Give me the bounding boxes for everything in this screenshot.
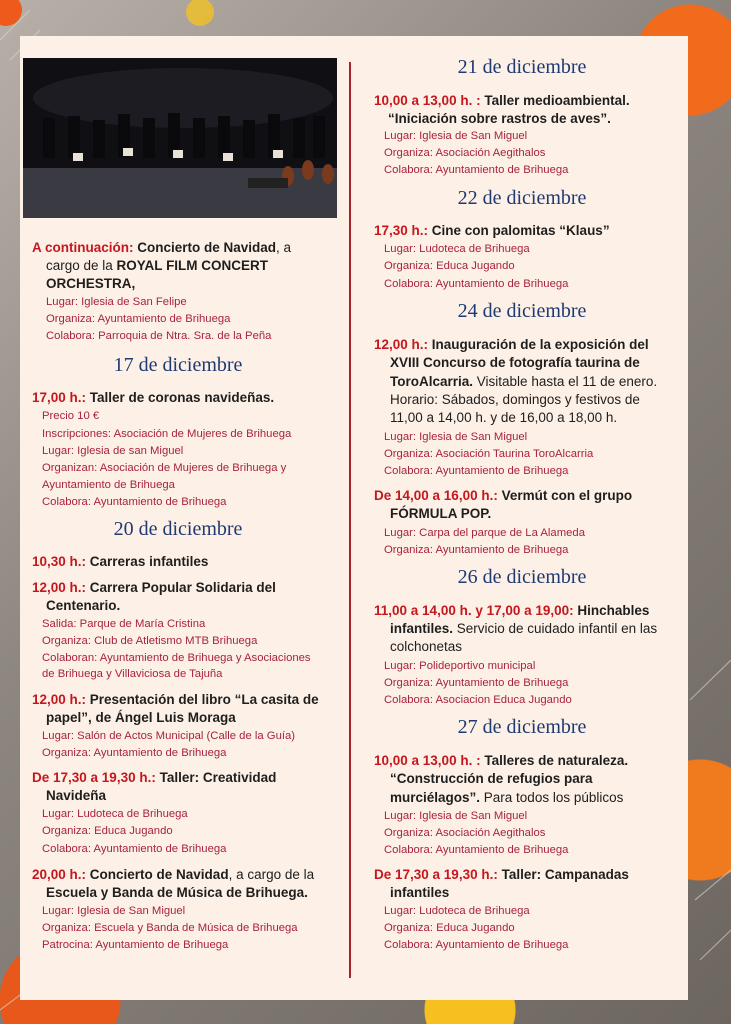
event-time: De 14,00 a 16,00 h.: xyxy=(374,488,498,503)
event-info: de Brihuega y Villaviciosa de Tajuña xyxy=(42,668,223,680)
date-heading-27: 27 de diciembre xyxy=(457,716,587,738)
event-title-part: infantiles. xyxy=(390,621,454,636)
event-line xyxy=(374,752,628,769)
event-text: Para todos los públicos xyxy=(480,790,624,805)
intro-time: A continuación: xyxy=(32,240,134,255)
intro-line-2 xyxy=(46,257,268,274)
intro-info: Lugar: Iglesia de San Felipe xyxy=(46,296,187,308)
event-line xyxy=(32,691,319,708)
event-line xyxy=(374,487,632,504)
event-info: Organiza: Asociación Aegithalos xyxy=(384,827,546,839)
event-time: 12,00 h.: xyxy=(374,337,429,352)
event-title: Presentación del libro “La casita de xyxy=(86,692,319,707)
date-heading-21: 21 de diciembre xyxy=(457,56,587,78)
event-title: Taller: Creatividad xyxy=(155,770,277,785)
event-text: Visitable hasta el 11 de enero. xyxy=(473,374,658,389)
event-text: , a cargo de la xyxy=(228,867,315,882)
event-title: Hinchables xyxy=(573,603,650,618)
event-text-cont xyxy=(390,409,617,426)
event-text: colchonetas xyxy=(390,639,463,654)
date-heading-24: 24 de diciembre xyxy=(457,300,587,322)
event-info: Lugar: Ludoteca de Brihuega xyxy=(384,243,530,255)
event-line xyxy=(374,336,649,353)
event-text-cont xyxy=(390,391,640,408)
event-info: Lugar: Iglesia de San Miguel xyxy=(42,905,186,917)
intro-info: Colabora: Parroquia de Ntra. Sra. de la Peña xyxy=(46,330,272,342)
event-info: Colabora: Ayuntamiento de Brihuega xyxy=(384,278,569,290)
event-line xyxy=(32,866,314,883)
event-info: Salida: Parque de María Cristina xyxy=(42,618,206,630)
event-info: Organiza: Ayuntamiento de Brihuega xyxy=(384,544,569,556)
event-info: Organiza: Club de Atletismo MTB Brihuega xyxy=(42,635,258,647)
event-line xyxy=(374,92,630,109)
date-heading-26: 26 de diciembre xyxy=(457,566,587,588)
event-line xyxy=(32,579,276,596)
event-info: Organiza: Ayuntamiento de Brihuega xyxy=(42,747,227,759)
event-title-cont: “Construcción de refugios para xyxy=(390,771,593,786)
event-title: Talleres de naturaleza. xyxy=(480,753,629,768)
event-info: Colabora: Ayuntamiento de Brihuega xyxy=(42,496,227,508)
intro-title: Concierto de Navidad xyxy=(133,240,277,255)
event-info: Organizan: Asociación de Mujeres de Brihuega y xyxy=(42,462,287,474)
date-heading-17: 17 de diciembre xyxy=(113,354,243,376)
event-time: 17,30 h.: xyxy=(374,223,429,238)
event-info: Precio 10 € xyxy=(42,410,100,422)
event-title-part: murciélagos”. xyxy=(390,790,481,805)
event-title: Vermút con el grupo xyxy=(497,488,633,503)
intro-info: Organiza: Ayuntamiento de Brihuega xyxy=(46,313,231,325)
event-info: Organiza: Ayuntamiento de Brihuega xyxy=(384,677,569,689)
event-info: Organiza: Asociación Aegithalos xyxy=(384,147,546,159)
event-info: Organiza: Educa Jugando xyxy=(42,825,173,837)
event-line xyxy=(374,602,649,619)
event-line xyxy=(32,553,208,570)
event-info: Lugar: Iglesia de San Miguel xyxy=(384,130,528,142)
event-info: Lugar: Polideportivo municipal xyxy=(384,660,536,672)
event-title-cont: Escuela y Banda de Música de Brihuega. xyxy=(46,885,308,900)
event-title-cont xyxy=(390,620,657,637)
event-title-cont xyxy=(390,789,623,806)
event-title-part: ToroAlcarria. xyxy=(390,374,474,389)
event-time: 11,00 a 14,00 h. y 17,00 a 19,00: xyxy=(374,603,574,618)
event-title-cont: Navideña xyxy=(46,788,107,803)
event-info: Colabora: Asociacion Educa Jugando xyxy=(384,694,572,706)
event-info: Inscripciones: Asociación de Mujeres de Brihuega xyxy=(42,428,292,440)
event-info: Lugar: Carpa del parque de La Alameda xyxy=(384,527,585,539)
event-time: 17,00 h.: xyxy=(32,390,87,405)
event-title: Inauguración de la exposición del xyxy=(428,337,649,352)
event-time: 10,00 a 13,00 h. : xyxy=(374,93,481,108)
event-title-cont: infantiles xyxy=(390,885,450,900)
intro-text-2: cargo de la xyxy=(46,258,117,273)
event-info: Lugar: Ludoteca de Brihuega xyxy=(384,905,530,917)
event-title: Carrera Popular Solidaria del xyxy=(86,580,276,595)
event-info: Lugar: Iglesia de san Miguel xyxy=(42,445,184,457)
event-info: Lugar: Iglesia de San Miguel xyxy=(384,810,528,822)
event-info: Organiza: Escuela y Banda de Música de Brihuega xyxy=(42,922,298,934)
event-text-cont xyxy=(390,638,462,655)
date-heading-20: 20 de diciembre xyxy=(113,518,243,540)
event-info: Colabora: Ayuntamiento de Brihuega xyxy=(384,164,569,176)
event-info: Colabora: Ayuntamiento de Brihuega xyxy=(42,843,227,855)
event-line xyxy=(32,769,276,786)
event-info: Organiza: Educa Jugando xyxy=(384,260,515,272)
event-time: De 17,30 a 19,30 h.: xyxy=(32,770,156,785)
event-title-cont: “Iniciación sobre rastros de aves”. xyxy=(388,111,611,126)
event-text: Servicio de cuidado infantil en las xyxy=(453,621,658,636)
event-info: Lugar: Ludoteca de Brihuega xyxy=(42,808,188,820)
event-info: Ayuntamiento de Brihuega xyxy=(42,479,175,491)
event-info: Colaboran: Ayuntamiento de Brihuega y Asociaciones xyxy=(42,652,311,664)
event-line xyxy=(374,866,629,883)
event-title: Cine con palomitas “Klaus” xyxy=(428,223,610,238)
event-time: 10,30 h.: xyxy=(32,554,87,569)
intro-text: , a xyxy=(276,240,292,255)
orchestra-illustration xyxy=(23,58,337,218)
event-line xyxy=(374,222,610,239)
event-info: Organiza: Asociación Taurina ToroAlcarria xyxy=(384,448,594,460)
event-title: Taller: Campanadas xyxy=(497,867,629,882)
event-title-cont xyxy=(390,373,657,390)
date-heading-22: 22 de diciembre xyxy=(457,187,587,209)
event-text: Horario: Sábados, domingos y festivos de xyxy=(390,392,640,407)
event-time: 12,00 h.: xyxy=(32,692,87,707)
event-title-cont: papel”, de Ángel Luis Moraga xyxy=(46,710,236,725)
event-title-cont: FÓRMULA POP. xyxy=(390,506,492,521)
event-title: Carreras infantiles xyxy=(86,554,209,569)
intro-line-1 xyxy=(32,239,291,256)
event-title: Concierto de Navidad xyxy=(86,867,229,882)
event-time: 10,00 a 13,00 h. : xyxy=(374,753,481,768)
event-info: Patrocina: Ayuntamiento de Brihuega xyxy=(42,939,229,951)
event-time: 12,00 h.: xyxy=(32,580,87,595)
event-title: Taller medioambiental. xyxy=(480,93,630,108)
event-info: Colabora: Ayuntamiento de Brihuega xyxy=(384,465,569,477)
event-time: De 17,30 a 19,30 h.: xyxy=(374,867,498,882)
column-divider xyxy=(349,62,351,978)
event-info: Colabora: Ayuntamiento de Brihuega xyxy=(384,844,569,856)
event-title-cont: XVIII Concurso de fotografía taurina de xyxy=(390,355,640,370)
event-time: 20,00 h.: xyxy=(32,867,87,882)
event-info: Lugar: Iglesia de San Miguel xyxy=(384,431,528,443)
event-info: Colabora: Ayuntamiento de Brihuega xyxy=(384,939,569,951)
intro-orchestra: ROYAL FILM CONCERT xyxy=(116,258,269,273)
event-title-cont: Centenario. xyxy=(46,598,121,613)
event-line xyxy=(32,389,274,406)
event-info: Lugar: Salón de Actos Municipal (Calle de la Guía) xyxy=(42,730,296,742)
event-title: Taller de coronas navideñas. xyxy=(86,390,275,405)
orchestra-photo xyxy=(23,58,337,218)
intro-orchestra-2: ORCHESTRA, xyxy=(46,276,136,291)
event-info: Organiza: Educa Jugando xyxy=(384,922,515,934)
event-text: 11,00 a 14,00 h. y de 16,00 a 18,00 h. xyxy=(390,410,618,425)
